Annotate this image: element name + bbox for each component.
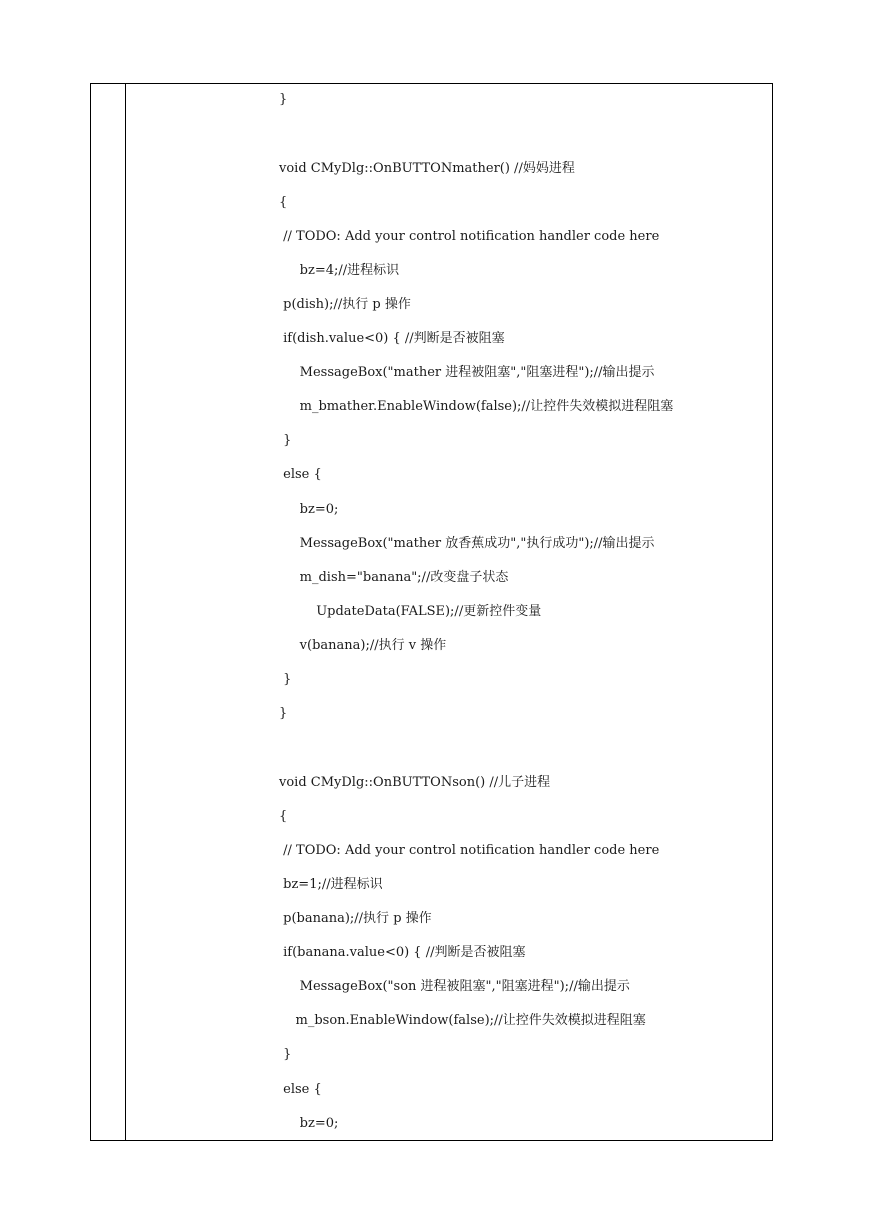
code-line: else { <box>279 467 322 482</box>
code-line: MessageBox("son 进程被阻塞","阻塞进程");//输出提示 <box>279 979 630 994</box>
code-line: } <box>279 1047 292 1062</box>
code-line: m_bson.EnableWindow(false);//让控件失效模拟进程阻塞 <box>279 1013 646 1028</box>
code-line: } <box>279 672 292 687</box>
code-line: v(banana);//执行 v 操作 <box>279 638 447 653</box>
code-line: else { <box>279 1082 322 1097</box>
code-line: p(dish);//执行 p 操作 <box>279 297 411 312</box>
code-line: // TODO: Add your control notification handler code here <box>279 843 660 858</box>
code-table <box>90 83 773 1141</box>
code-line: } <box>279 92 288 107</box>
code-line: m_dish="banana";//改变盘子状态 <box>279 570 509 585</box>
code-line: bz=4;//进程标识 <box>279 263 400 278</box>
code-block <box>126 84 772 1140</box>
code-line: if(dish.value<0) { //判断是否被阻塞 <box>279 331 505 346</box>
code-line: } <box>279 433 292 448</box>
code-line: p(banana);//执行 p 操作 <box>279 911 432 926</box>
code-line: // TODO: Add your control notification handler code here <box>279 229 660 244</box>
code-line: UpdateData(FALSE);//更新控件变量 <box>279 604 542 619</box>
code-line: bz=0; <box>279 502 339 517</box>
code-line: MessageBox("mather 放香蕉成功","执行成功");//输出提示 <box>279 536 655 551</box>
code-line: { <box>279 809 288 824</box>
code-line: m_bmather.EnableWindow(false);//让控件失效模拟进程阻塞 <box>279 399 674 414</box>
code-line: } <box>279 706 288 721</box>
code-line: void CMyDlg::OnBUTTONson() //儿子进程 <box>279 775 551 790</box>
code-line: { <box>279 195 288 210</box>
code-line: if(banana.value<0) { //判断是否被阻塞 <box>279 945 526 960</box>
code-line: bz=1;//进程标识 <box>279 877 383 892</box>
code-line: bz=0; <box>279 1116 339 1131</box>
code-line: void CMyDlg::OnBUTTONmather() //妈妈进程 <box>279 161 575 176</box>
code-line: MessageBox("mather 进程被阻塞","阻塞进程");//输出提示 <box>279 365 655 380</box>
